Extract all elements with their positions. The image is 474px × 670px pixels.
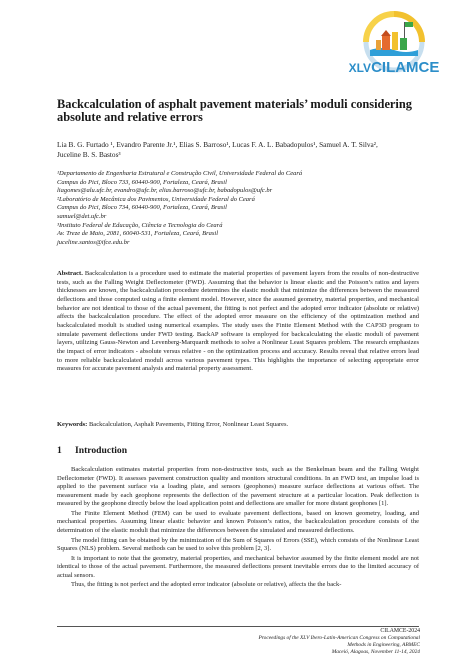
footer-location: Maceió, Alagoas, November 11-14, 2024 — [331, 649, 420, 655]
affiliation-line: ¹Departamento de Engenharia Estrutural e Construção Civil, Universidade Federal do Ceará — [57, 170, 303, 177]
paragraph: It is important to note that the geometry, material properties, and mechanical behavior assumed by the finite element model are not identical to those of the actual pavement. Furthermore, the measured deflections present inevitable errors due to the limited accuracy of actual sensors. — [57, 554, 419, 579]
footer-conference: CILAMCE-2024 — [380, 628, 420, 634]
affiliation-email: juceline.santos@ifce.edu.br — [57, 238, 130, 246]
abstract-label: Abstract. — [57, 270, 83, 277]
abstract — [57, 270, 419, 374]
section-heading — [57, 445, 419, 456]
logo-brand: CILAMCE — [371, 59, 440, 76]
affiliation-email: liagomes@alu.ufc.br, evandro@ufc.br, elias.barroso@ufc.br, babadopulos@ufc.br — [57, 187, 273, 195]
keywords-text: Backcalculation, Asphalt Pavements, Fitting Error, Nonlinear Least Squares. — [88, 421, 289, 428]
authors-line-2: Juceline B. S. Bastos³ — [57, 150, 121, 159]
affiliation-line: ³Instituto Federal de Educação, Ciência e Tecnologia do Ceará — [57, 221, 223, 229]
affiliation-line: Campus do Pici, Bloco 734, 60440-900, Fortaleza, Ceará, Brasil — [57, 204, 227, 212]
logo-xlv: XLV — [348, 61, 372, 75]
keywords — [57, 421, 419, 430]
author-list — [57, 140, 427, 160]
footer-divider — [57, 626, 419, 627]
paragraph: Backcalculation estimates material properties from non-destructive tests, such as the Benkelman beam and the Falling Weight Deflectometer (FWD). It assesses pavement construction quality and monitors structural conditions. In an FWD test, an impulse load is applied to the pavement surface via a loading plate, and sensors (geophones) measure surface deflections at various offset. The measurement made by each geophone represents the deflection of the pavement structure at a particular location. Peak deflection is measured by the geophone directly below the load application point and deflections are smaller for more distant geophones [1]. — [57, 466, 419, 508]
logo-text — [349, 59, 440, 76]
abstract-text: Backcalculation is a procedure used to estimate the material properties of pavement layers from the results of non-destructive tests, such as the Falling Weight Deflectometer (FWD). Assuming that the behavior is linear elastic and the Poisson’s ratios and layers thicknesses are known, the backcalculation procedure determines the elastic moduli that minimize the differences between the measured deflections and those computed using a finite element model. However, since the assumed geometry, material properties, and mechanical behavior are not identical to those of the actual pavement, the fitting is not perfect and the adopted error indicator (absolute or relative) affects the backcalculation procedure. The effect of the adopted error measure on the efficiency of the optimization method and backcalculated moduli is studied using numerical examples. The study uses the Finite Element Method with the CAP3D program to simulate pavement deflections under FWD testing. BackAP software is employed for backcalculating the elastic moduli of pavement layers, utilizing Gauss-Newton and Levenberg-Marquardt methods to solve a Nonlinear Least Squares problem. The research emphasizes the impact of error indicators - absolute versus relative - on the optimization process and accuracy. Results reveal that relative errors lead to more reliable backcalculated moduli across various pavement types. This highlights the importance of selecting appropriate error measures for accurate pavement analysis and material property assessment. — [57, 270, 419, 373]
affiliation-email: samuel@det.ufc.br — [57, 212, 107, 220]
page-footer — [240, 628, 420, 656]
cilamce-logo — [346, 10, 442, 90]
footer-proceedings: Proceedings of the XLV Ibero-Latin-American Congress on Computational Methods in Engineering, ABMEC — [258, 635, 420, 648]
cilamce-logo-image — [346, 10, 442, 90]
paragraph: The model fitting can be obtained by the minimization of the Sum of Squares of Errors (SSE), which consists of the Nonlinear Least Squares (NLS) problem. Several methods can be used to solve this problem [2, 3]. — [57, 536, 419, 553]
keywords-label: Keywords: — [57, 421, 88, 428]
affiliation-line: ²Laboratório de Mecânica dos Pavimentos, Universidade Federal do Ceará — [57, 195, 255, 203]
introduction-body — [57, 466, 419, 591]
affiliations — [57, 170, 427, 247]
section-title: Introduction — [75, 445, 128, 456]
paper-title: Backcalculation of asphalt pavement materials’ moduli considering absolute and relative errors — [57, 97, 412, 124]
paragraph: The Finite Element Method (FEM) can be used to evaluate pavement deflections, based on known geometry, loading, and mechanical properties. Assuming linear elastic behavior and known Poisson’s ratios, the backcalculation procedure consists of the determination of the elastic moduli that minimize the differences between the simulated and measured deflections. — [57, 509, 419, 534]
section-number: 1 — [57, 445, 62, 456]
affiliation-line: Av. Treze de Maio, 2081, 60040-531, Fortaleza, Ceará, Brasil — [57, 230, 219, 238]
authors-line-1: Lia B. G. Furtado ¹, Evandro Parente Jr.¹, Elias S. Barroso¹, Lucas F. A. L. Babadopulos¹, Samuel A. T. Silva², — [57, 140, 378, 149]
affiliation-line: Campus do Pici, Bloco 733, 60440-900, Fortaleza, Ceará, Brasil — [57, 178, 227, 186]
paragraph: Thus, the fitting is not perfect and the adopted error indicator (absolute or relative), affects the the back- — [71, 581, 342, 589]
